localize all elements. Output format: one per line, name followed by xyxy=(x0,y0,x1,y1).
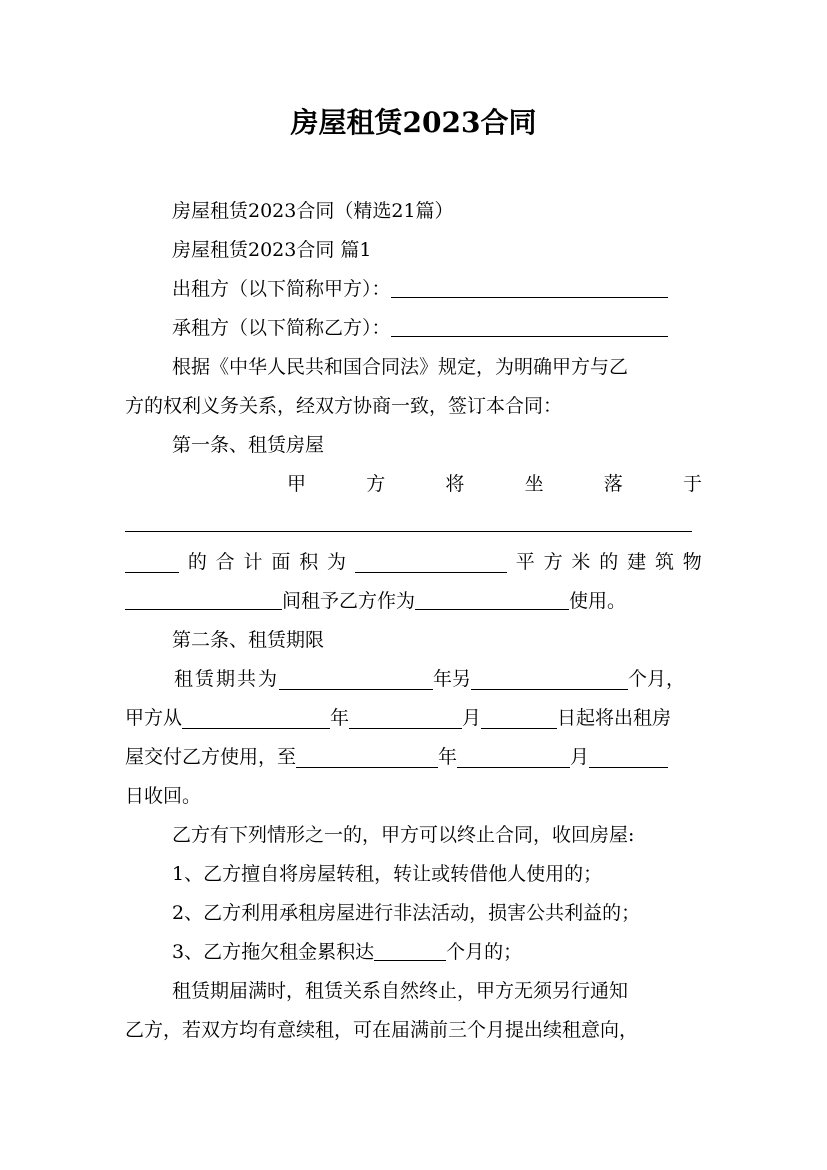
article-1-char: 方 xyxy=(366,473,386,495)
article-2-line-2 xyxy=(125,707,702,729)
condition-2: 2、乙方利用承租房屋进行非法活动，损害公共利益的； xyxy=(172,902,641,924)
intro-line-2: 方的权利义务关系，经双方协商一致，签订本合同： xyxy=(125,395,563,417)
year-text: 年 xyxy=(330,707,350,729)
article-1-line-1 xyxy=(287,473,702,495)
article-2-line-3 xyxy=(125,746,702,768)
handover-text: 日起将出租房 xyxy=(557,707,672,729)
article-1-char: 的 xyxy=(187,551,207,573)
article-1-char: 积 xyxy=(299,551,319,573)
condition-3-text: 3、乙方拖欠租金累积达 xyxy=(172,941,375,963)
lessee-blank xyxy=(391,317,668,337)
condition-1: 1、乙方擅自将房屋转租，转让或转借他人使用的； xyxy=(172,863,603,885)
months-text: 个月， xyxy=(628,668,686,690)
months-blank xyxy=(471,670,628,690)
article-1-heading: 第一条、租赁房屋 xyxy=(172,434,325,456)
article-2-heading: 第二条、租赁期限 xyxy=(172,629,325,651)
subtitle-line: 房屋租赁2023合同（精选21篇） xyxy=(172,200,454,222)
article-1-char: 筑 xyxy=(654,551,674,573)
end-day-blank xyxy=(589,748,668,768)
article-1-char: 米 xyxy=(571,551,591,573)
article-1-char: 建 xyxy=(627,551,647,573)
start-day-blank xyxy=(481,709,557,729)
article-2-line-1 xyxy=(174,668,702,690)
end-month-blank xyxy=(457,748,570,768)
article-1-char: 甲 xyxy=(287,473,307,495)
lessor-line xyxy=(172,278,668,300)
lease-term-text: 租赁期共为 xyxy=(174,668,280,690)
article-1-line-3 xyxy=(125,551,702,573)
expiry-line-2: 乙方，若双方均有意续租，可在届满前三个月提出续租意向， xyxy=(125,1019,639,1041)
expiry-line-1: 租赁期届满时，租赁关系自然终止，甲方无须另行通知 xyxy=(172,980,629,1002)
article-1-char: 落 xyxy=(603,473,623,495)
article-1-char: 坐 xyxy=(524,473,544,495)
piece-heading: 房屋租赁2023合同 篇1 xyxy=(172,239,372,261)
lessee-line xyxy=(172,317,668,339)
condition-3 xyxy=(172,941,522,963)
month-text: 月 xyxy=(570,746,590,768)
lease-purpose-text: 间租予乙方作为 xyxy=(282,590,416,612)
article-1-char: 平 xyxy=(515,551,535,573)
use-text: 使用。 xyxy=(569,590,627,612)
years-text: 年另 xyxy=(433,668,472,690)
article-2-line-4: 日收回。 xyxy=(125,785,202,807)
article-1-char: 的 xyxy=(599,551,619,573)
year-text: 年 xyxy=(438,746,458,768)
purpose-blank xyxy=(415,590,569,610)
condition-3-suffix: 个月的； xyxy=(446,941,523,963)
years-blank xyxy=(279,670,433,690)
start-from-text: 甲方从 xyxy=(125,707,183,729)
article-1-char: 计 xyxy=(243,551,263,573)
article-1-char: 将 xyxy=(445,473,465,495)
start-year-blank xyxy=(182,709,330,729)
article-1-char: 物 xyxy=(682,551,702,573)
start-month-blank xyxy=(349,709,462,729)
building-count-blank xyxy=(125,590,282,610)
month-text: 月 xyxy=(462,707,482,729)
termination-intro: 乙方有下列情形之一的，甲方可以终止合同，收回房屋: xyxy=(172,824,635,846)
article-1-char: 为 xyxy=(327,551,347,573)
lessor-label: 出租方（以下简称甲方）： xyxy=(172,278,391,300)
area-blank xyxy=(355,553,507,573)
article-1-char: 合 xyxy=(215,551,235,573)
arrears-months-blank xyxy=(374,941,446,961)
article-1-line-4 xyxy=(125,590,626,612)
location-blank xyxy=(125,512,692,532)
article-1-char: 面 xyxy=(271,551,291,573)
lessor-blank xyxy=(391,278,668,298)
article-1-char: 方 xyxy=(543,551,563,573)
intro-line-1: 根据《中华人民共和国合同法》规定，为明确甲方与乙 xyxy=(172,356,629,378)
lessee-label: 承租方（以下简称乙方）： xyxy=(172,317,391,339)
document-title: 房屋租赁2023合同 xyxy=(290,106,537,139)
location-blank-line xyxy=(125,512,692,534)
area-prefix-blank xyxy=(125,553,179,573)
article-1-char: 于 xyxy=(682,473,702,495)
end-year-blank xyxy=(296,748,438,768)
until-text: 屋交付乙方使用，至 xyxy=(125,746,297,768)
